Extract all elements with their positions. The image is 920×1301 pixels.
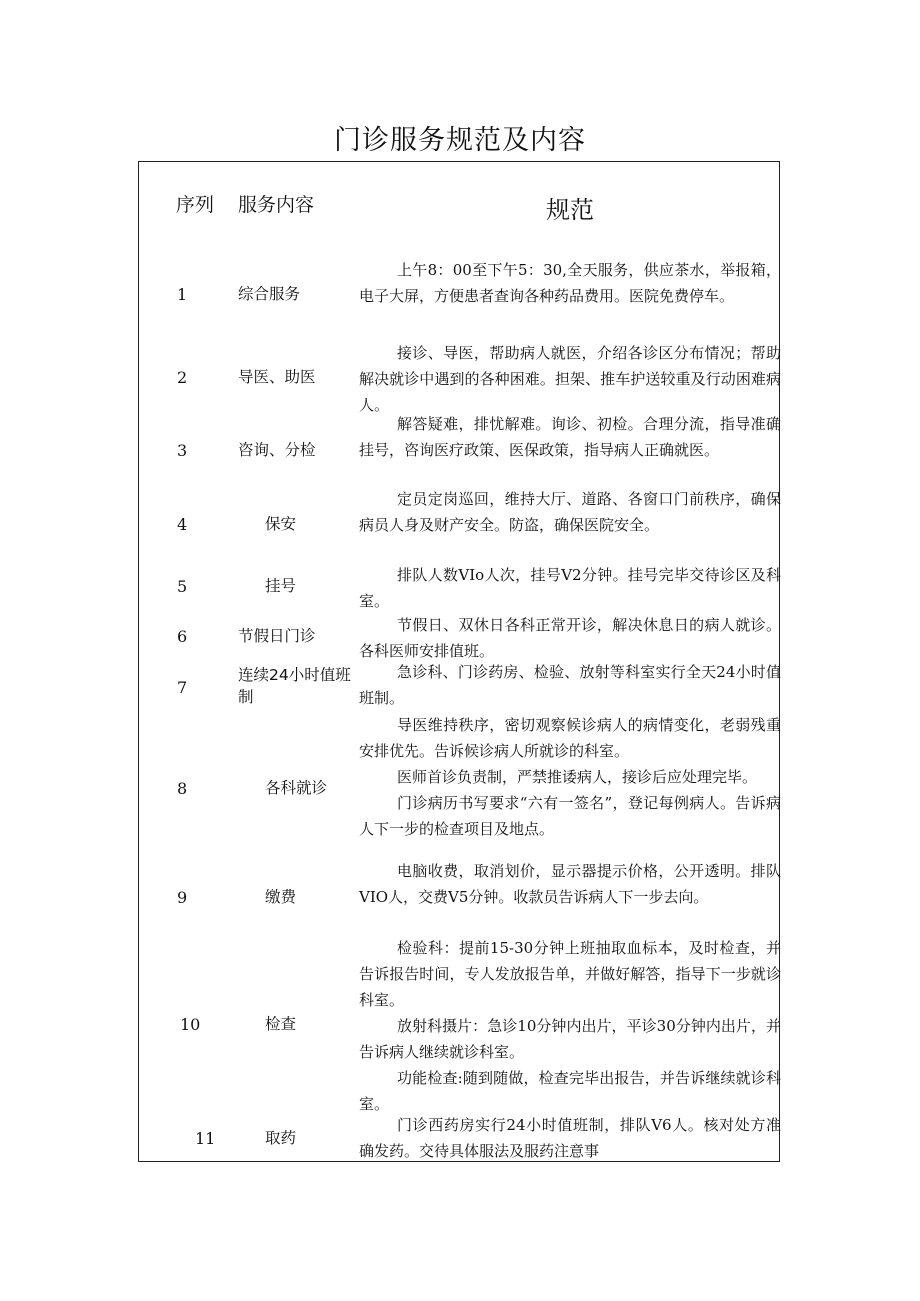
- row-service: 保安: [265, 515, 297, 533]
- page-title: 门诊服务规范及内容: [334, 125, 586, 156]
- row-service: 连续24小时值班制: [238, 666, 351, 706]
- row-content: [359, 340, 781, 418]
- row-seq: 10: [180, 1015, 201, 1034]
- row-content: [359, 486, 781, 538]
- row-paragraph: 排队人数VIo人次，挂号V2分钟。挂号完毕交待诊区及科室。: [359, 566, 781, 610]
- row-service: 综合服务: [238, 285, 301, 303]
- row-paragraph: 导医维持秩序，密切观察候诊病人的病情变化，老弱残重安排优先。告诉候诊病人所就诊的科室。: [359, 716, 781, 760]
- row-seq: 8: [177, 779, 188, 798]
- row-service: 取药: [265, 1129, 297, 1147]
- row-seq: 6: [177, 627, 188, 646]
- row-paragraph: 节假日、双休日各科正常开诊，解决休息日的病人就诊。各科医师安排值班。: [359, 616, 781, 660]
- row-content: [359, 612, 781, 664]
- row-service: 检查: [265, 1015, 297, 1033]
- header-seq: 序列: [176, 194, 215, 216]
- row-seq: 5: [177, 577, 188, 596]
- row-paragraph: 上午8：00至下午5：30,全天服务，供应茶水，举报箱，电子大屏，方便患者查询各种药品费用。医院免费停车。: [359, 261, 781, 305]
- row-paragraph: 放射科摄片：急诊10分钟内出片，平诊30分钟内出片，并告诉病人继续就诊科室。: [359, 1017, 781, 1061]
- row-service: 缴费: [265, 888, 297, 906]
- row-content: [359, 1112, 781, 1164]
- row-seq: 4: [177, 515, 188, 534]
- row-service: 咨询、分检: [238, 441, 316, 459]
- row-content: [359, 411, 781, 463]
- row-content: [359, 935, 781, 1117]
- row-content: [359, 562, 781, 614]
- row-service: 节假日门诊: [238, 627, 316, 645]
- row-seq: 7: [177, 678, 188, 697]
- row-seq: 1: [177, 285, 188, 304]
- row-service: 挂号: [265, 577, 297, 595]
- row-paragraph: 急诊科、门诊药房、检验、放射等科室实行全天24小时值班制。: [359, 663, 781, 707]
- row-paragraph: 电脑收费，取消划价，显示器提示价格，公开透明。排队VIO人，交费V5分钟。收款员告诉病人下一步去向。: [359, 862, 781, 906]
- row-paragraph: 接诊、导医，帮助病人就医，介绍各诊区分布情况；帮助解决就诊中遇到的各种困难。担架、推车护送较重及行动困难病人。: [359, 344, 781, 414]
- row-content: [359, 257, 781, 309]
- row-paragraph: 功能检查:随到随做，检查完毕出报告，并告诉继续就诊科室。: [359, 1069, 781, 1113]
- row-paragraph: 解答疑难，排忧解难。询诊、初检。合理分流，指导准确挂号，咨询医疗政策、医保政策，指导病人正确就医。: [359, 415, 781, 459]
- row-paragraph: 检验科：提前15-30分钟上班抽取血标本，及时检查，并告诉报告时间，专人发放报告单，并做好解答，指导下一步就诊科室。: [359, 939, 781, 1009]
- header-norm: 规范: [546, 196, 594, 224]
- row-seq: 9: [177, 888, 188, 907]
- row-content: [359, 712, 781, 842]
- row-service: 各科就诊: [265, 779, 328, 797]
- row-service: 导医、助医: [238, 368, 316, 386]
- row-seq: 2: [177, 368, 188, 387]
- row-paragraph: 定员定岗巡回，维持大厅、道路、各窗口门前秩序，确保病员人身及财产安全。防盗，确保医院安全。: [359, 490, 781, 534]
- header-service: 服务内容: [238, 194, 315, 216]
- row-seq: 11: [195, 1129, 216, 1148]
- row-paragraph: 医师首诊负责制，严禁推诿病人，接诊后应处理完毕。: [397, 768, 758, 786]
- row-paragraph: 门诊西药房实行24小时值班制，排队V6人。核对处方准确发药。交待具体服法及服药注意事: [359, 1116, 781, 1160]
- row-paragraph: 门诊病历书写要求“六有一签名”，登记每例病人。告诉病人下一步的检查项目及地点。: [359, 794, 781, 838]
- row-seq: 3: [177, 441, 188, 460]
- row-content: [359, 858, 781, 910]
- row-content: [359, 659, 781, 711]
